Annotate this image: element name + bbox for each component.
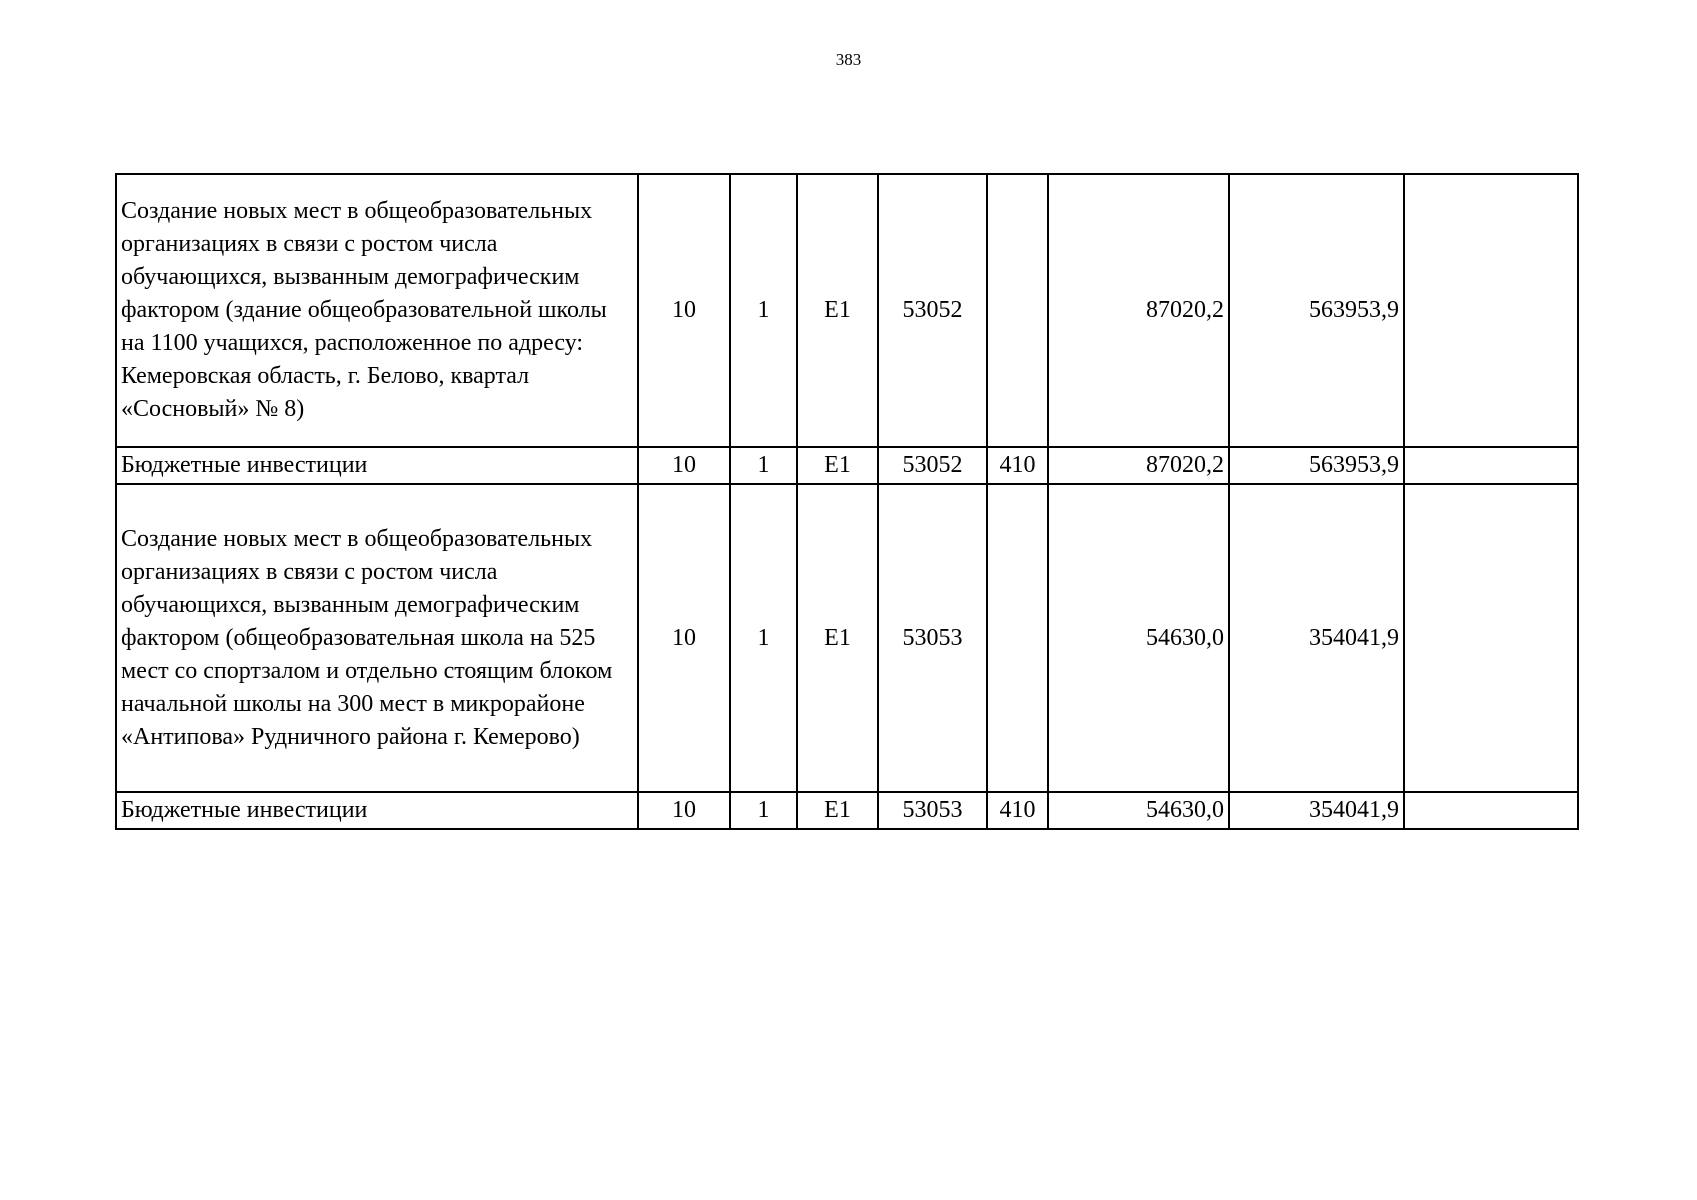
section-cell: 10 (638, 174, 730, 447)
subsection-cell: 1 (730, 447, 797, 484)
program-cell: E1 (797, 484, 878, 792)
row-name-cell: Бюджетные инвестиции (116, 447, 638, 484)
amount-1-cell: 54630,0 (1048, 484, 1229, 792)
direction-cell: 53052 (878, 174, 987, 447)
table-row (116, 484, 1578, 792)
amount-3-cell (1404, 792, 1578, 829)
row-name-cell: Создание новых мест в общеобразовательных организациях в связи с ростом числа обучающихся, вызванным демографическим фактором (общеобразовательная школа на 525 мест со спортзалом и отдельно стоящим блоком начальной школы на 300 мест в микрорайоне «Антипова» Рудничного района г. Кемерово) (116, 484, 638, 792)
amount-2-cell: 354041,9 (1229, 484, 1404, 792)
expense-type-cell (987, 174, 1048, 447)
subsection-cell: 1 (730, 484, 797, 792)
page-number: 383 (835, 50, 862, 69)
section-cell: 10 (638, 447, 730, 484)
amount-3-cell (1404, 174, 1578, 447)
direction-cell: 53052 (878, 447, 987, 484)
section-cell: 10 (638, 484, 730, 792)
program-cell: E1 (797, 174, 878, 447)
amount-2-cell: 563953,9 (1229, 174, 1404, 447)
amount-2-cell: 354041,9 (1229, 792, 1404, 829)
row-name-cell: Создание новых мест в общеобразовательных организациях в связи с ростом числа обучающихся, вызванным демографическим фактором (здание общеобразовательной школы на 1100 учащихся, расположенное по адресу: Кемеровская область, г. Белово, квартал «Сосновый» № 8) (116, 174, 638, 447)
direction-cell: 53053 (878, 792, 987, 829)
budget-table (115, 173, 1579, 830)
expense-type-cell: 410 (987, 447, 1048, 484)
amount-1-cell: 87020,2 (1048, 447, 1229, 484)
amount-1-cell: 54630,0 (1048, 792, 1229, 829)
subsection-cell: 1 (730, 174, 797, 447)
expense-type-cell: 410 (987, 792, 1048, 829)
amount-2-cell: 563953,9 (1229, 447, 1404, 484)
expense-type-cell (987, 484, 1048, 792)
section-cell: 10 (638, 792, 730, 829)
table-row (116, 174, 1578, 447)
direction-cell: 53053 (878, 484, 987, 792)
table-row (116, 447, 1578, 484)
amount-3-cell (1404, 447, 1578, 484)
program-cell: E1 (797, 447, 878, 484)
row-name-cell: Бюджетные инвестиции (116, 792, 638, 829)
subsection-cell: 1 (730, 792, 797, 829)
amount-1-cell: 87020,2 (1048, 174, 1229, 447)
program-cell: E1 (797, 792, 878, 829)
table-row (116, 792, 1578, 829)
amount-3-cell (1404, 484, 1578, 792)
